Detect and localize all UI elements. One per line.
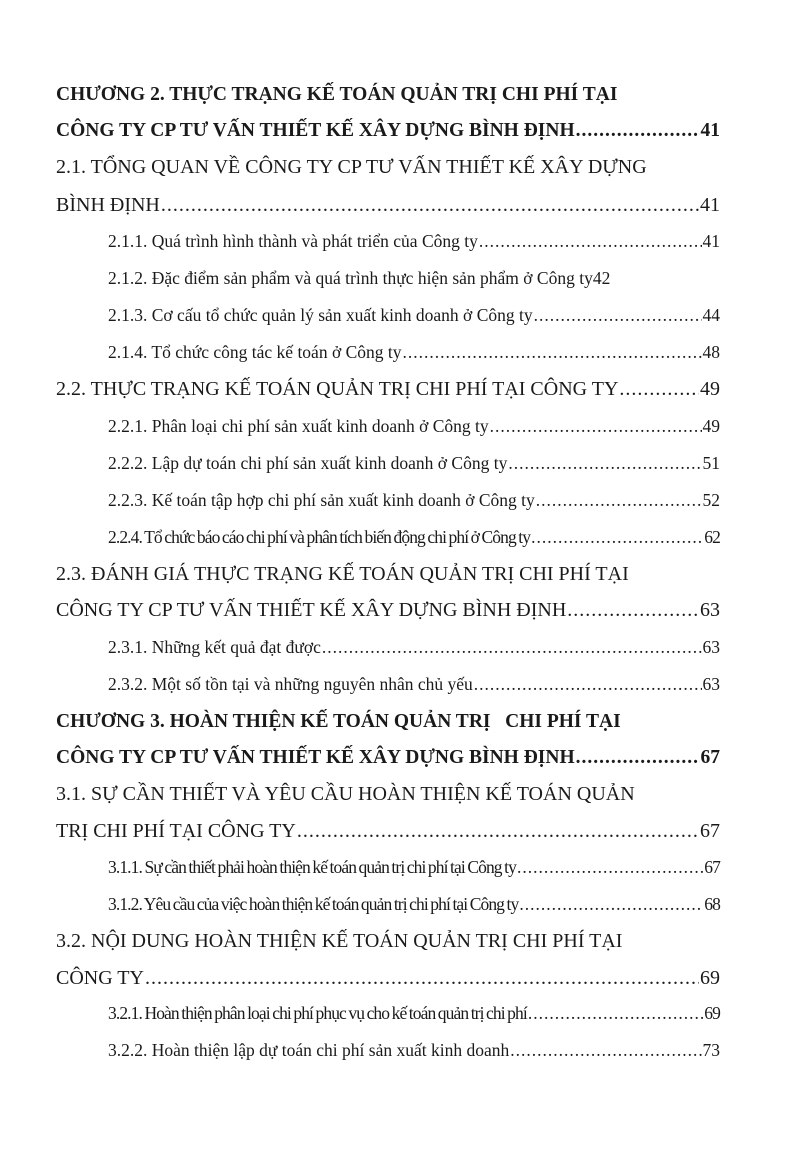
toc-page-number: 63 [700,599,720,621]
toc-entry-3-2-2[interactable] [56,1040,720,1061]
toc-entry-text: 2.1.4. Tổ chức công tác kế toán ở Công ty [108,342,402,362]
toc-entry-3-1-1[interactable] [56,857,720,878]
dot-leader [576,747,700,769]
dot-leader [145,967,699,990]
toc-section-2-3-entry[interactable] [56,599,720,622]
toc-page-number: 52 [702,490,720,510]
toc-page-number: 63 [702,674,720,694]
dot-leader [490,416,702,437]
dot-leader [531,527,703,548]
dot-leader [479,231,702,252]
toc-entry-text: 3.2.2. Hoàn thiện lập dự toán chi phí sản xuất kinh doanh [108,1040,510,1060]
toc-page-number: 41 [700,194,720,216]
toc-entry-text: 3.2.1. Hoàn thiện phân loại chi phí phục vụ cho kế toán quản trị chi phí [108,1003,527,1023]
toc-section-3-1-entry[interactable] [56,820,720,843]
toc-page-number: 68 [704,894,720,914]
toc-entry-text: BÌNH ĐỊNH [56,194,160,216]
toc-entry-2-2-2[interactable] [56,453,720,474]
dot-leader [534,305,702,326]
toc-section-2-2-entry[interactable] [56,378,720,401]
toc-entry-3-2-1[interactable] [56,1003,720,1024]
toc-entry-text: 3.1.2. Yêu cầu của việc hoàn thiện kế toán quản trị chi phí tại Công ty [108,894,519,914]
toc-entry-text: CÔNG TY [56,967,144,989]
toc-page-number: 69 [700,967,720,989]
toc-page-number: 49 [702,416,720,436]
toc-entry-text: 2.2.4. Tổ chức báo cáo chi phí và phân tích biến động chi phí ở Công ty [108,527,531,547]
toc-entry-text: 2.2.2. Lập dự toán chi phí sản xuất kinh doanh ở Công ty [108,453,508,473]
toc-entry-2-1-4[interactable] [56,342,720,363]
dot-leader [474,674,702,695]
toc-entry-text: 2.3.1. Những kết quả đạt được [108,637,321,657]
toc-chapter-2-title: CHƯƠNG 2. THỰC TRẠNG KẾ TOÁN QUẢN TRỊ CHI PHÍ TẠI [56,84,618,105]
toc-section-2-1-title: 2.1. TỔNG QUAN VỀ CÔNG TY CP TƯ VẤN THIẾT KẾ XÂY DỰNG [56,156,647,178]
toc-entry-text: CÔNG TY CP TƯ VẤN THIẾT KẾ XÂY DỰNG BÌNH ĐỊNH [56,599,567,621]
toc-entry-text: 2.2.1. Phân loại chi phí sản xuất kinh doanh ở Công ty [108,416,489,436]
dot-leader [297,820,699,843]
dot-leader [161,194,699,217]
toc-entry-text: 3.1.1. Sự cần thiết phải hoàn thiện kế toán quản trị chi phí tại Công ty [108,857,516,877]
toc-page-number: 51 [702,453,720,473]
dot-leader [536,490,702,511]
toc-entry-text: 2.1.1. Quá trình hình thành và phát triển của Công ty [108,231,478,251]
toc-entry-text: 2.2. THỰC TRẠNG KẾ TOÁN QUẢN TRỊ CHI PHÍ TẠI CÔNG TY [56,378,619,400]
toc-chapter-3-title: CHƯƠNG 3. HOÀN THIỆN KẾ TOÁN QUẢN TRỊ CHI PHÍ TẠI [56,711,621,732]
toc-entry-text: 2.3.2. Một số tồn tại và những nguyên nhân chủ yếu [108,674,473,694]
dot-leader [528,1003,703,1024]
dot-leader [508,453,701,474]
toc-page-number: 67 [704,857,720,877]
dot-leader [322,637,702,658]
toc-entry-text: CÔNG TY CP TƯ VẤN THIẾT KẾ XÂY DỰNG BÌNH ĐỊNH [56,747,575,768]
toc-entry-2-1-2[interactable]: 2.1.2. Đặc điểm sản phẩm và quá trình thực hiện sản phẩm ở Công ty42 [108,268,611,288]
toc-page-number: 48 [702,342,720,362]
toc-section-2-3-title: 2.3. ĐÁNH GIÁ THỰC TRẠNG KẾ TOÁN QUẢN TRỊ CHI PHÍ TẠI [56,563,629,585]
toc-section-3-1-title: 3.1. SỰ CẦN THIẾT VÀ YÊU CẦU HOÀN THIỆN KẾ TOÁN QUẢN [56,783,635,805]
toc-page-number: 69 [704,1003,720,1023]
toc-entry-text: CÔNG TY CP TƯ VẤN THIẾT KẾ XÂY DỰNG BÌNH ĐỊNH [56,120,575,141]
dot-leader [403,342,702,363]
toc-page-number: 44 [702,305,720,325]
toc-entry-2-2-3[interactable] [56,490,720,511]
toc-entry-2-1-3[interactable] [56,305,720,326]
toc-section-3-2-title: 3.2. NỘI DUNG HOÀN THIỆN KẾ TOÁN QUẢN TRỊ CHI PHÍ TẠI [56,930,623,952]
dot-leader [567,599,699,622]
toc-entry-2-3-2[interactable] [56,674,720,695]
dot-leader [619,378,699,401]
dot-leader [517,857,703,878]
toc-page-number: 67 [700,747,720,768]
toc-entry-3-1-2[interactable] [56,894,720,915]
toc-page-number: 41 [700,120,720,141]
toc-page-number: 67 [700,820,720,842]
toc-page-number: 49 [700,378,720,400]
toc-entry-text: 2.2.3. Kế toán tập hợp chi phí sản xuất kinh doanh ở Công ty [108,490,535,510]
toc-entry-2-2-1[interactable] [56,416,720,437]
toc-entry-2-1-1[interactable] [56,231,720,252]
toc-section-3-2-entry[interactable] [56,967,720,990]
toc-chapter-2-entry[interactable] [56,120,720,142]
toc-page-number: 63 [702,637,720,657]
dot-leader [576,120,700,142]
dot-leader [510,1040,701,1061]
toc-chapter-3-entry[interactable] [56,747,720,769]
toc-entry-2-3-1[interactable] [56,637,720,658]
toc-page-number: 62 [704,527,720,547]
toc-page-number: 73 [702,1040,720,1060]
toc-page-number: 41 [702,231,720,251]
toc-entry-2-2-4[interactable] [56,527,720,548]
dot-leader [519,894,703,915]
toc-entry-text: TRỊ CHI PHÍ TẠI CÔNG TY [56,820,296,842]
toc-section-2-1-entry[interactable] [56,194,720,217]
toc-entry-text: 2.1.3. Cơ cấu tổ chức quản lý sản xuất kinh doanh ở Công ty [108,305,533,325]
